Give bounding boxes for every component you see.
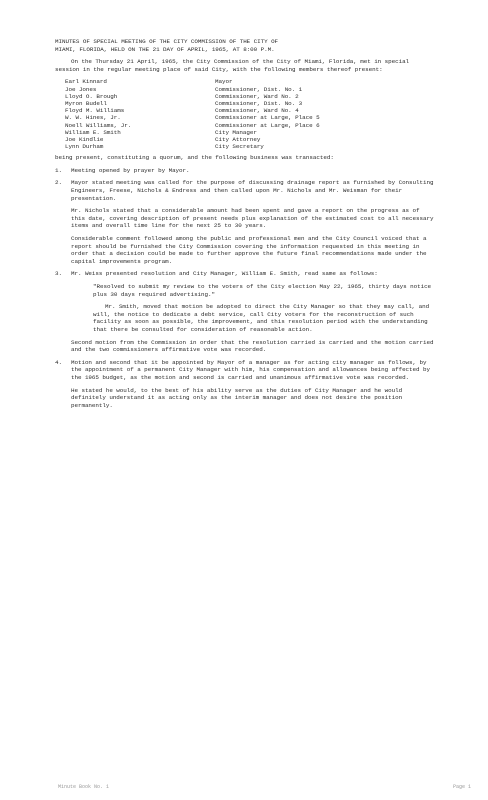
roll-name: Noell Williams, Jr. [65, 121, 132, 129]
roll-name: Lynn Durham [65, 143, 104, 151]
footer-right: Page 1 [453, 784, 472, 790]
roll-name: Myron Budell [65, 99, 107, 107]
roll-name: Floyd M. Williams [65, 107, 125, 115]
resolution-quote: "Resolved to submit my review to the voters of the City election May 22, 1965, thirty days notice plus 30 days required advertising." [93, 282, 432, 298]
roll-title: City Manager [215, 128, 257, 136]
roll-title: Commissioner, Ward No. 4 [215, 107, 299, 115]
footer-left: Minute Book No. 1 [58, 784, 110, 790]
roll-title: Commissioner at Large, Place 5 [215, 114, 320, 122]
item-number: 3. [55, 270, 62, 278]
item-4-paragraph: He stated he would, to the best of his ability serve as the duties of City Manager and he would definitely understand it as acting only as the interim manager and does not desire the position permanently. [71, 386, 403, 409]
intro-paragraph: On the Thursday 21 April, 1965, the City Commission of the City of Miami, Florida, met in special session in the regular meeting place of said City, with the following members thereof present: [55, 58, 410, 73]
heading-line-2: MIAMI, FLORIDA, HELD ON THE 21 DAY OF APRIL, 1965, AT 8:00 P.M. [55, 45, 275, 53]
roll-title: Commissioner, Dist. No. 3 [215, 99, 303, 107]
roll-name: W. W. Hines, Jr. [65, 114, 121, 122]
item-text: Mr. Weiss presented resolution and City Manager, William E. Smith, read same as follows: [71, 270, 378, 278]
heading-line-1: MINUTES OF SPECIAL MEETING OF THE CITY COMMISSION OF THE CITY OF [55, 38, 279, 45]
roll-name: Earl Kinnard [65, 78, 107, 86]
roll-title: City Secretary [215, 143, 264, 151]
roll-title: Commissioner at Large, Place 6 [215, 121, 320, 129]
roll-title: Commissioner, Ward No. 2 [215, 92, 299, 100]
item-text: Meeting opened by prayer by Mayor. [71, 166, 190, 174]
attendance-roll [65, 78, 435, 150]
roll-names-column [65, 78, 215, 150]
item-2-paragraph: Considerable comment followed among the public and professional men and the City Council voiced that a report should be furnished the City Commission covering the information requested in this meeting in order that a decision could be made to further approve the future final recommendations made under the capital improvements program. [71, 235, 427, 265]
roll-name: William E. Smith [65, 128, 121, 136]
quorum-paragraph: being present, constituting a quorum, and the following business was transacted: [55, 154, 334, 162]
document-heading [55, 38, 435, 53]
roll-name: Joe Kindlie [65, 135, 104, 143]
agenda-item-1 [55, 167, 435, 175]
agenda-item-4 [55, 359, 435, 382]
roll-title: Commissioner, Dist. No. 1 [215, 85, 303, 93]
item-text: Motion and second that it be appointed by Mayor of a manager as for acting city manager as follows, by the appointment of a permanent City Manager with him, his compensation and allowances being affected by the 1965 budget, as the motion and second is carried and unanimous affirmative vote was recorded. [71, 358, 430, 381]
roll-titles-column [215, 78, 385, 150]
roll-name: Joe Jones [65, 85, 97, 93]
item-number: 4. [55, 358, 62, 366]
roll-title: Mayor [215, 78, 233, 86]
vote-paragraph: Second motion from the Commission in order that the resolution carried is carried and the motion carried and the two commissioners affirmative vote was recorded. [71, 338, 434, 354]
agenda-item-2 [55, 179, 435, 202]
motion-paragraph: Mr. Smith, moved that motion be adopted to direct the City Manager so that they may call, and will, the notice to dedicate a debt service, call City voters for the reconstruction of such facility as soon as possible, the improvement, and this resolution period with the understanding that there be consulted for consideration of reasonable action. [93, 303, 430, 333]
minutes-document [55, 38, 435, 414]
item-text: Mayor stated meeting was called for the purpose of discussing drainage report as furnished by Consulting Engineers, Freese, Nichols & Endress and then called upon Mr. Nichols and Mr. Weisman for their presentation. [71, 179, 434, 202]
item-number: 2. [55, 179, 62, 187]
roll-name: Lloyd O. Brough [65, 92, 118, 100]
roll-title: City Attorney [215, 135, 261, 143]
item-number: 1. [55, 166, 62, 174]
item-2-paragraph: Mr. Nichols stated that a considerable amount had been spent and gave a report on the progress as of this date, covering description of present needs plus explanation of the estimated cost to all necessary items and overall time line for the next 25 to 30 years. [71, 207, 434, 230]
agenda-item-3 [55, 270, 435, 278]
